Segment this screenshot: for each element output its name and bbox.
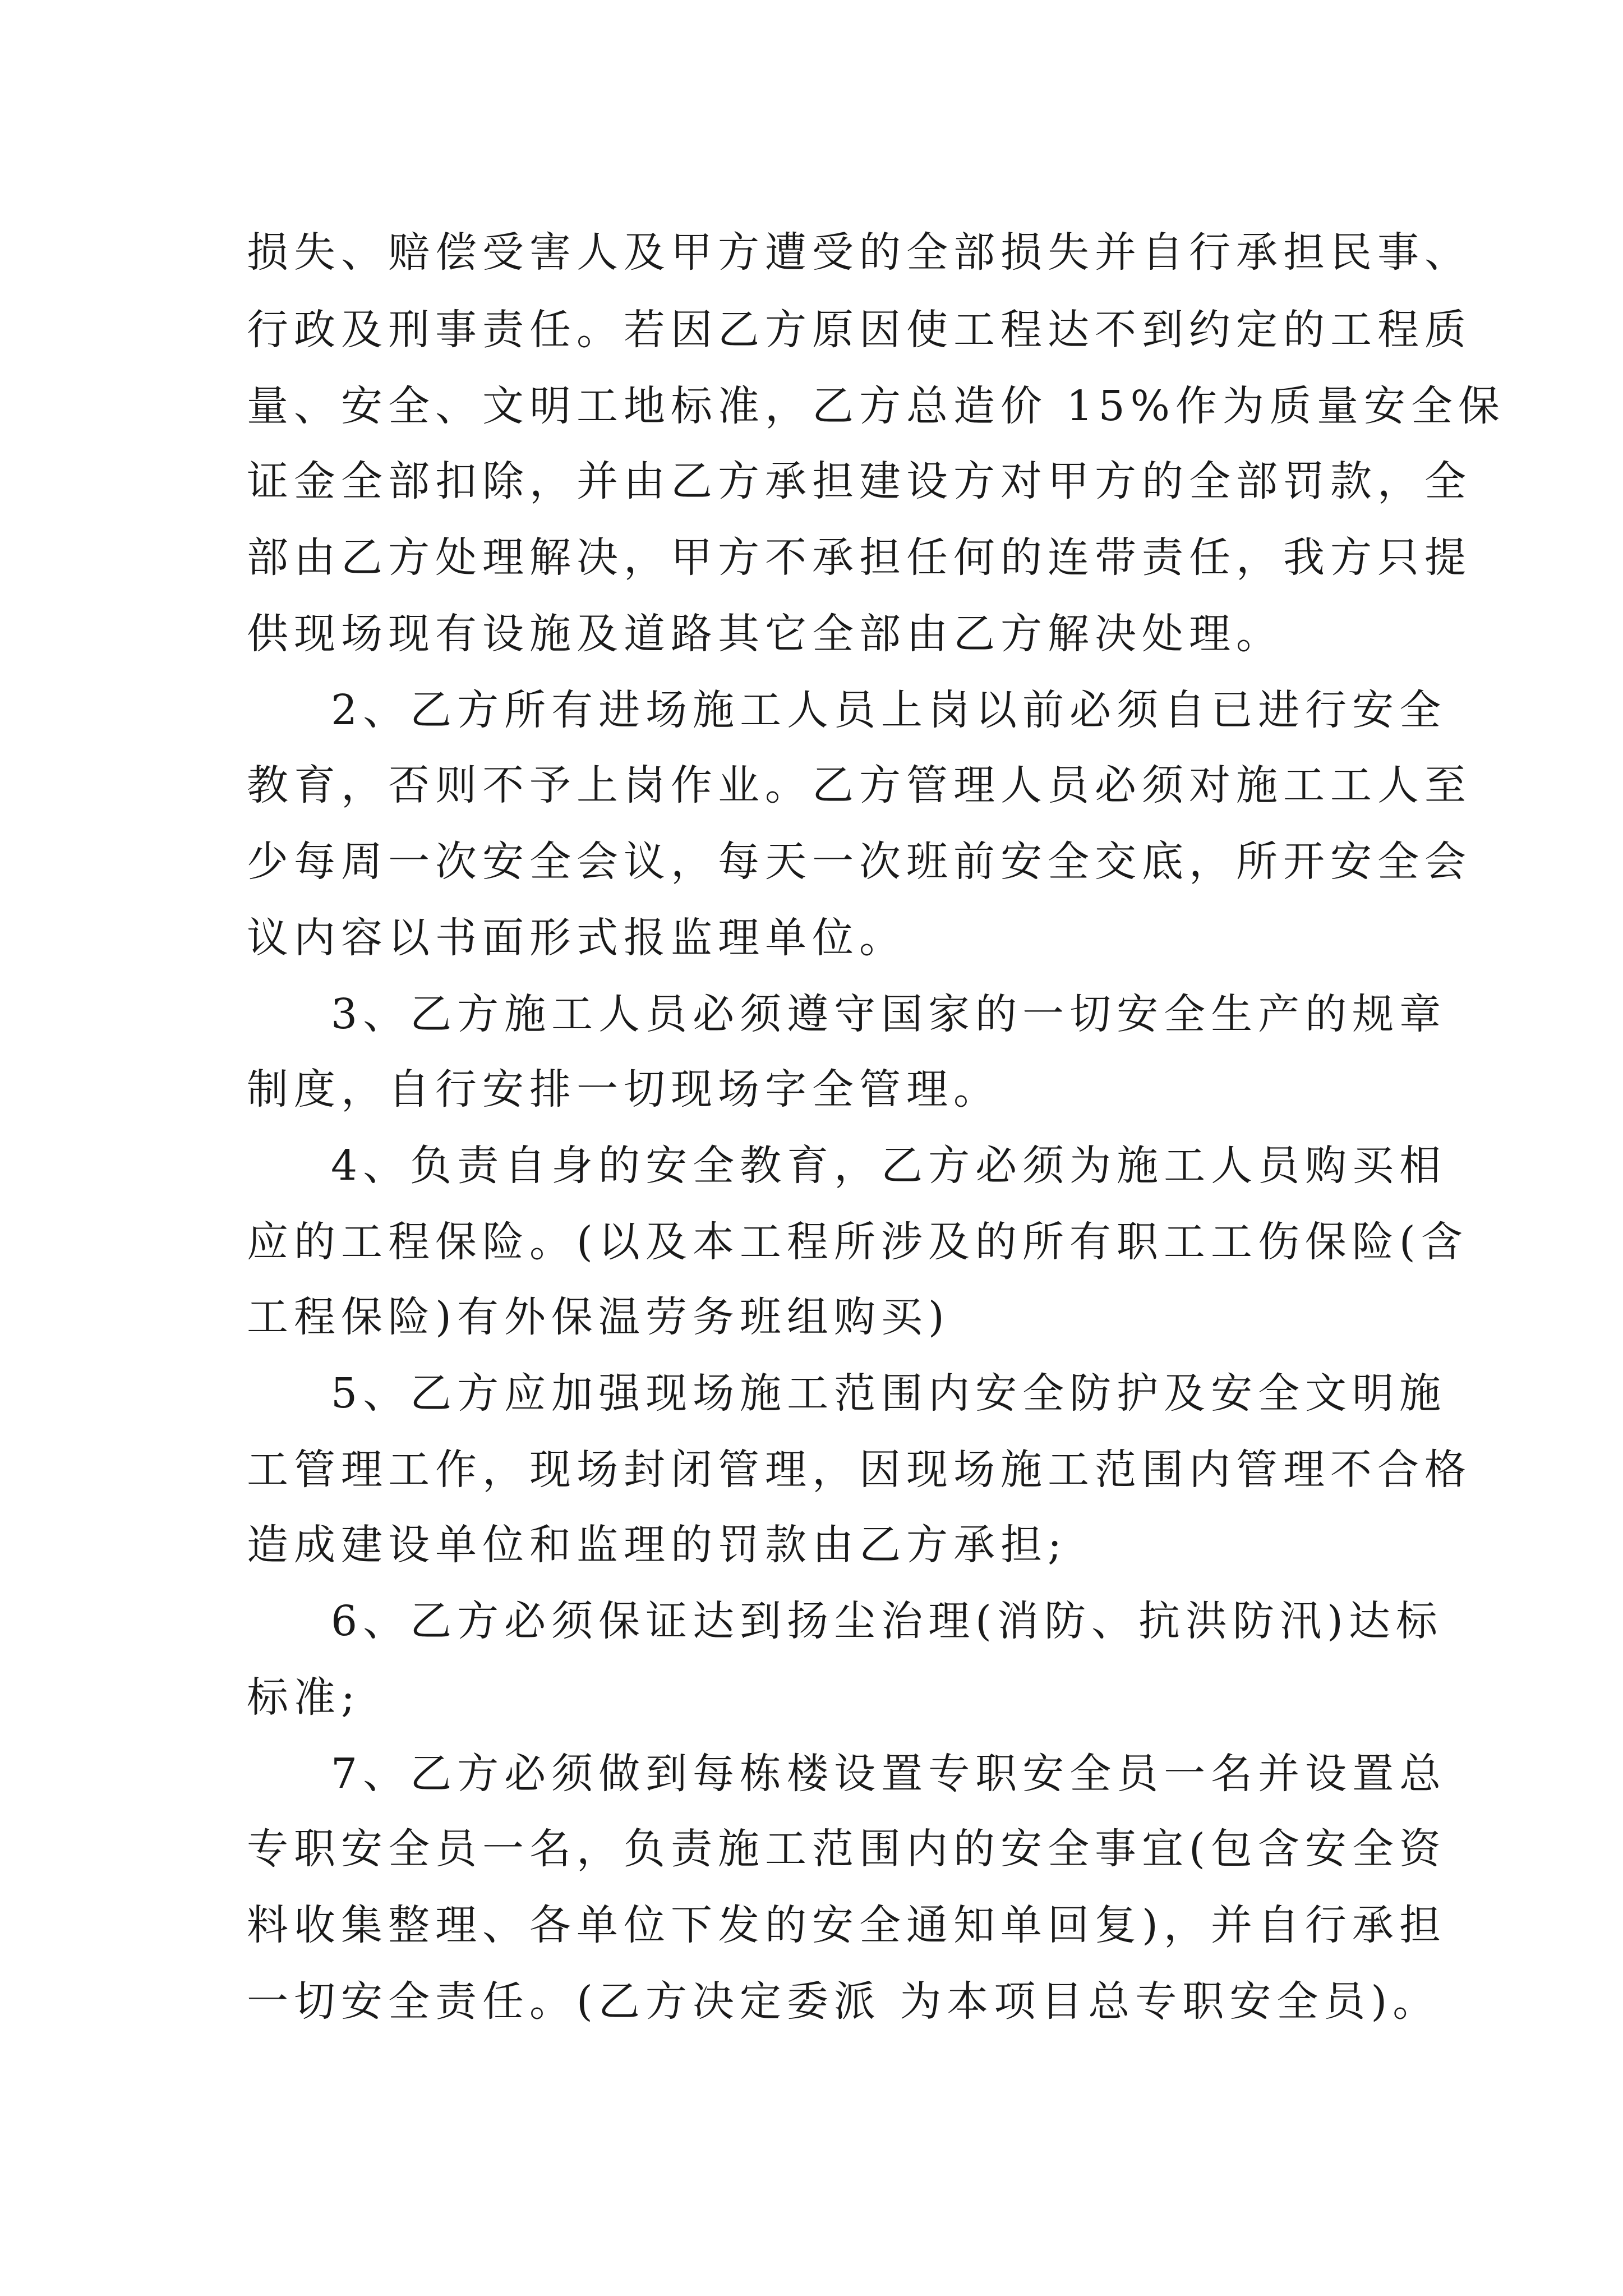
text-line: 量、安全、文明工地标准，乙方总造价 15%作为质量安全保 — [247, 382, 1505, 430]
text-line: 行政及刑事责任。若因乙方原因使工程达不到约定的工程质 — [247, 306, 1472, 354]
text-line: 供现场现有设施及道路其它全部由乙方解决处理。 — [247, 610, 1283, 658]
text-line: 6、乙方必须保证达到扬尘治理(消防、抗洪防汛)达标 — [331, 1597, 1443, 1645]
text-line: 标准; — [247, 1673, 361, 1722]
text-line: 部由乙方处理解决，甲方不承担任何的连带责任，我方只提 — [247, 533, 1472, 582]
text-line: 工管理工作，现场封闭管理，因现场施工范围内管理不合格 — [247, 1446, 1472, 1494]
text-line: 议内容以书面形式报监理单位。 — [247, 914, 906, 962]
text-line: 一切安全责任。(乙方决定委派 为本项目总专职安全员)。 — [247, 1977, 1440, 2026]
text-line: 5、乙方应加强现场施工范围内安全防护及安全文明施 — [331, 1369, 1447, 1418]
text-line: 少每周一次安全会议，每天一次班前安全交底，所开安全会 — [247, 838, 1472, 886]
text-line: 造成建设单位和监理的罚款由乙方承担; — [247, 1521, 1067, 1569]
text-line: 专职安全员一名，负责施工范围内的安全事宜(包含安全资 — [247, 1825, 1446, 1873]
text-line: 证金全部扣除，并由乙方承担建设方对甲方的全部罚款，全 — [247, 457, 1472, 505]
text-line: 制度，自行安排一切现场字全管理。 — [247, 1065, 1000, 1114]
text-line: 料收集整理、各单位下发的安全通知单回复)，并自行承担 — [247, 1901, 1446, 1949]
text-line: 应的工程保险。(以及本工程所涉及的所有职工工伤保险(含 — [247, 1218, 1468, 1266]
text-line: 工程保险)有外保温劳务班组购买) — [247, 1293, 950, 1341]
text-line: 4、负责自身的安全教育，乙方必须为施工人员购买相 — [331, 1142, 1447, 1190]
text-line: 3、乙方施工人员必须遵守国家的一切安全生产的规章 — [331, 990, 1447, 1038]
text-line: 2、乙方所有进场施工人员上岗以前必须自已进行安全 — [331, 686, 1447, 734]
text-line: 7、乙方必须做到每栋楼设置专职安全员一名并设置总 — [331, 1750, 1447, 1798]
text-line: 教育，否则不予上岗作业。乙方管理人员必须对施工工人至 — [247, 761, 1472, 809]
text-line: 损失、赔偿受害人及甲方遭受的全部损失并自行承担民事、 — [247, 228, 1472, 277]
